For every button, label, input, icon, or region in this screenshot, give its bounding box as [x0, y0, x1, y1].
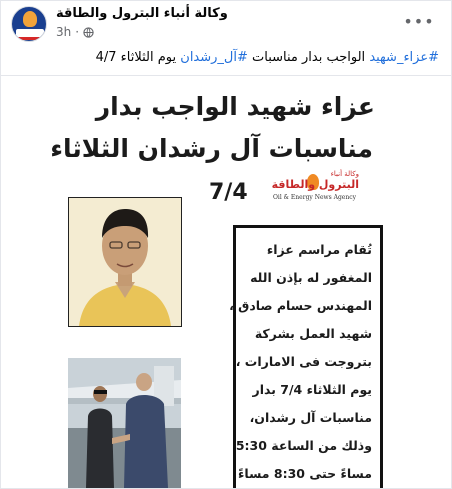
- page-avatar[interactable]: [11, 6, 47, 42]
- page-name-link[interactable]: وكالة أنباء البترول والطاقة: [56, 6, 228, 21]
- post-header: [1, 1, 451, 47]
- post-time[interactable]: 3h: [56, 25, 72, 39]
- hashtag-link-2[interactable]: #آل_رشدان: [180, 50, 248, 65]
- airport-photo: [68, 358, 181, 488]
- portrait-photo: [68, 197, 182, 327]
- portrait-illustration: [69, 198, 181, 326]
- hashtag-link-1[interactable]: #عزاء_شهيد: [369, 50, 439, 65]
- body-line: بتروجت فى الامارات ،: [235, 354, 372, 369]
- meta-dot: ·: [75, 25, 80, 39]
- body-line: شهيد العمل بشركة: [254, 326, 372, 341]
- logo-english-text: Oil & Energy News Agency: [273, 194, 356, 201]
- globe-icon: [83, 27, 94, 38]
- logo-top-text: وكالة أنباء: [330, 170, 359, 178]
- body-line: تُقام مراسم عزاء: [266, 242, 372, 257]
- post-caption: [11, 50, 439, 65]
- post-meta: [56, 25, 94, 39]
- body-line: المغفور له بإذن الله: [250, 270, 372, 285]
- airport-illustration: [68, 358, 181, 488]
- image-title-line-2: مناسبات آل رشدان الثلاثاء: [50, 134, 373, 163]
- condolence-text-box: [229, 225, 383, 489]
- avatar-red-bar: [18, 37, 42, 40]
- body-line: مناسبات آل رشدان،: [249, 410, 372, 425]
- avatar-flame-logo: [23, 11, 37, 27]
- body-line: وذلك من الساعة 5:30: [235, 438, 372, 453]
- body-line: مساءً حتى 8:30 مساءً: [237, 466, 372, 481]
- post-image[interactable]: [1, 75, 452, 489]
- body-line: يوم الثلاثاء 7/4 بدار: [252, 382, 372, 397]
- logo-main-text: البترول والطاقة: [271, 178, 359, 191]
- avatar-text-bar: [16, 29, 44, 37]
- image-title-date: 7/4: [209, 180, 248, 205]
- image-title-line-1: عزاء شهيد الواجب بدار: [95, 92, 375, 121]
- body-line: المهندس حسام صادق ،: [229, 298, 372, 313]
- agency-logo: [273, 170, 359, 204]
- more-options-button[interactable]: •••: [403, 11, 435, 31]
- caption-text-2: يوم الثلاثاء 4/7: [95, 50, 181, 65]
- caption-text-1: الواجب بدار مناسبات: [247, 50, 370, 65]
